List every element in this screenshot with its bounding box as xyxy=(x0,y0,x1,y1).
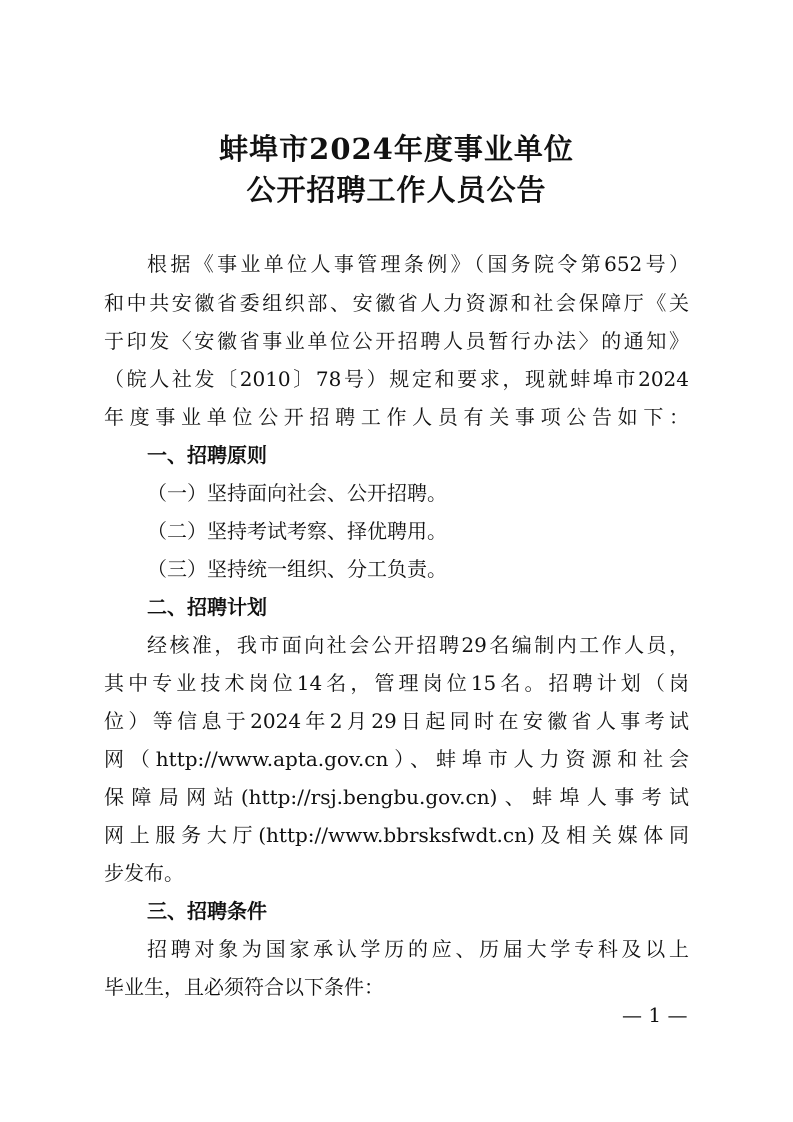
principle-item: （三）坚持统一组织、分工负责。 xyxy=(147,557,447,581)
document-title-line-2: 公开招聘工作人员公告 xyxy=(246,173,547,207)
plan-paragraph-line: 位）等信息于2024年2月29日起同时在安徽省人事考试 xyxy=(104,709,689,733)
section-heading-plan: 二、招聘计划 xyxy=(147,595,267,619)
plan-paragraph-line: 网（http://www.apta.gov.cn）、蚌埠市人力资源和社会 xyxy=(104,747,689,771)
section-heading-conditions: 三、招聘条件 xyxy=(147,899,267,923)
plan-paragraph-line: 步发布。 xyxy=(104,861,184,885)
conditions-paragraph-line: 招聘对象为国家承认学历的应、历届大学专科及以上 xyxy=(147,937,689,961)
plan-paragraph-line: 网上服务大厅(http://www.bbrsksfwdt.cn)及相关媒体同 xyxy=(104,823,689,847)
principle-item: （一）坚持面向社会、公开招聘。 xyxy=(147,481,447,505)
intro-paragraph-line: （皖人社发〔2010〕78号）规定和要求，现就蚌埠市2024 xyxy=(104,367,689,391)
document-title-line-1: 蚌埠市2024年度事业单位 xyxy=(219,132,574,166)
intro-paragraph-line: 根据《事业单位人事管理条例》（国务院令第652号） xyxy=(147,252,689,276)
intro-paragraph-line: 年度事业单位公开招聘工作人员有关事项公告如下： xyxy=(104,405,689,429)
section-heading-principles: 一、招聘原则 xyxy=(147,443,267,467)
conditions-paragraph-line: 毕业生，且必须符合以下条件： xyxy=(104,975,384,999)
intro-paragraph-line: 于印发〈安徽省事业单位公开招聘人员暂行办法〉的通知》 xyxy=(104,329,689,353)
intro-paragraph-line: 和中共安徽省委组织部、安徽省人力资源和社会保障厅《关 xyxy=(104,291,689,315)
principle-item: （二）坚持考试考察、择优聘用。 xyxy=(147,519,447,543)
page-number: — 1 — xyxy=(622,1003,688,1027)
plan-paragraph-line: 其中专业技术岗位14名，管理岗位15名。招聘计划（岗 xyxy=(104,671,689,695)
plan-paragraph-line: 保障局网站(http://rsj.bengbu.gov.cn)、蚌埠人事考试 xyxy=(104,785,689,809)
plan-paragraph-line: 经核准，我市面向社会公开招聘29名编制内工作人员， xyxy=(147,633,689,657)
